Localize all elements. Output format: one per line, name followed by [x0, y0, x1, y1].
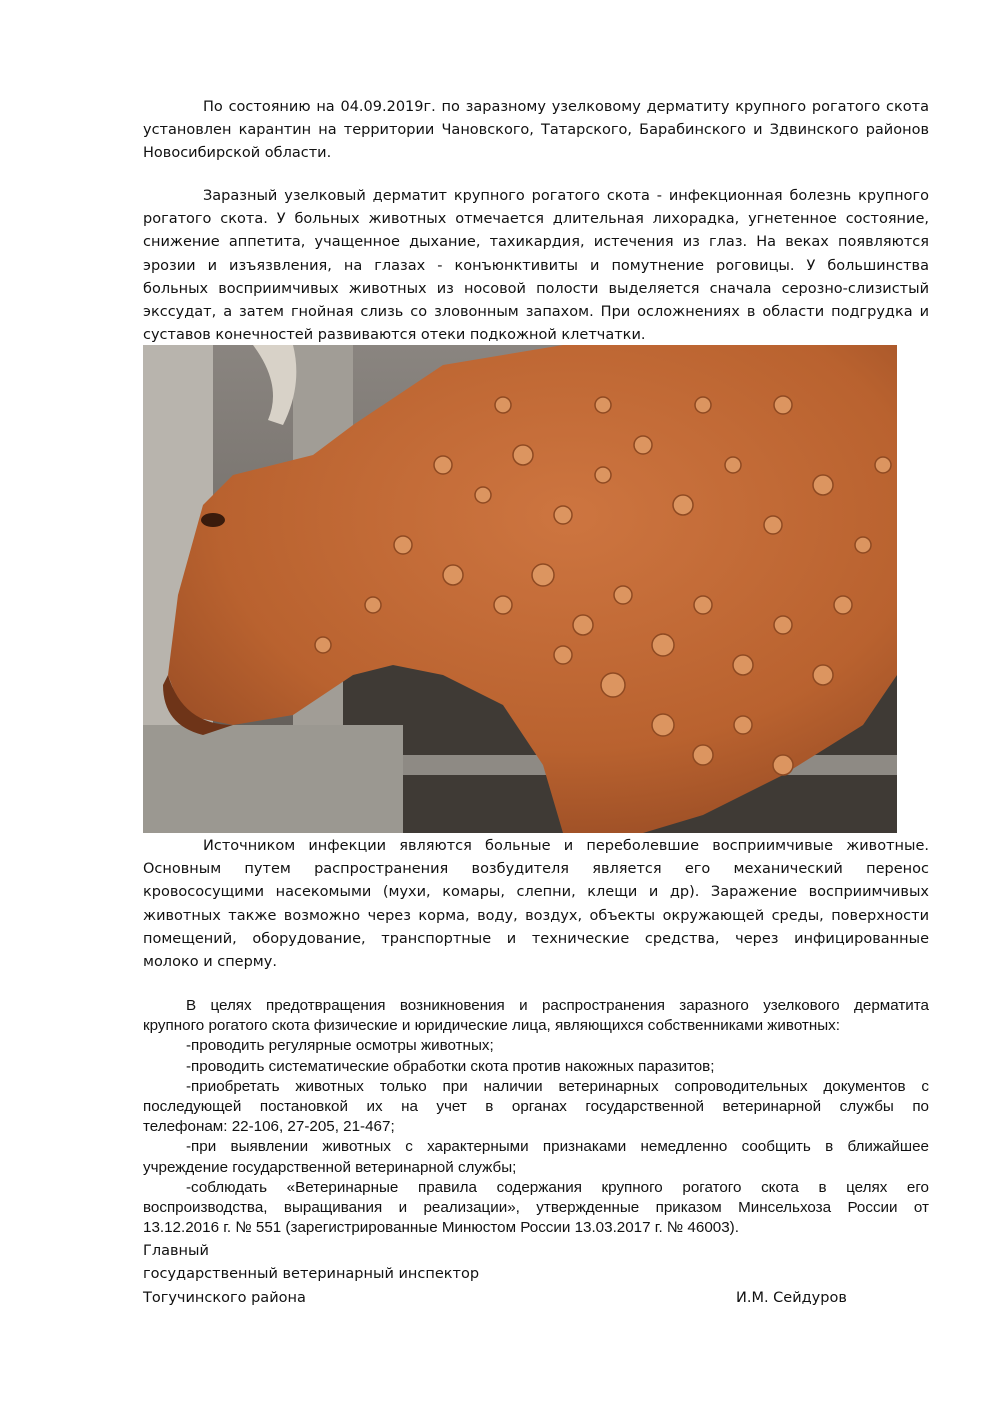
description-line: больных восприимчивых животных из носовой полости выделяется сначала серозно-слизистый	[143, 280, 929, 297]
prevention-list-item: -приобретать животных только при наличии ветеринарных сопроводительных документов с	[186, 1077, 929, 1095]
signature-title-line: Главный	[143, 1243, 209, 1259]
signature-title-line: Тогучинского района	[143, 1289, 306, 1306]
transmission-line: животных также возможно через корма, воду, воздух, объекты окружающей среды, поверхности	[143, 907, 929, 924]
prevention-list-item: -соблюдать «Ветеринарные правила содержания крупного рогатого скота в целях его	[186, 1178, 929, 1196]
prevention-line: крупного рогатого скота физические и юридические лица, являющихся собственниками животных:	[143, 1017, 840, 1035]
prevention-list-item: -проводить систематические обработки скота против накожных паразитов;	[186, 1057, 715, 1075]
prevention-list-item: -проводить регулярные осмотры животных;	[186, 1037, 494, 1055]
description-line: суставов конечностей развиваются отеки подкожной клетчатки.	[143, 327, 646, 344]
prevention-line: В целях предотвращения возникновения и распространения заразного узелкового дерматита	[186, 997, 929, 1014]
transmission-line: кровососущими насекомыми (мухи, комары, слепни, клещи и др). Заражение восприимчивых	[143, 884, 929, 901]
cow-photo-illustration	[143, 345, 897, 833]
prevention-list-item: -при выявлении животных с характерными признаками немедленно сообщить в ближайшее	[186, 1138, 929, 1156]
prevention-line: воспроизводства, выращивания и реализации», утвержденные приказом Минсельхоза России от	[143, 1199, 929, 1217]
prevention-line: 13.12.2016 г. № 551 (зарегистрированные Минюстом России 13.03.2017 г. № 46003).	[143, 1219, 739, 1237]
transmission-line: молоко и сперму.	[143, 954, 277, 971]
signatory-name: И.М. Сейдуров	[736, 1290, 847, 1306]
cow-with-nodules-photo	[143, 345, 897, 833]
prevention-line: учреждение государственной ветеринарной службы;	[143, 1158, 517, 1176]
intro-line: Новосибирской области.	[143, 145, 332, 162]
signature-block	[143, 1240, 479, 1310]
transmission-line: помещений, оборудование, транспортные и технические средства, через инфицированные	[143, 930, 929, 947]
description-paragraph	[143, 185, 929, 347]
description-line: снижение аппетита, учащенное дыхание, тахикардия, истечения из глаз. На веках появляются	[143, 234, 929, 251]
cow-eye	[201, 513, 225, 527]
intro-line: По состоянию на 04.09.2019г. по заразному узелковому дерматиту крупного рогатого скота	[203, 99, 929, 115]
trough	[143, 725, 403, 833]
signature-title-line: государственный ветеринарный инспектор	[143, 1266, 480, 1283]
prevention-line: телефонам: 22-106, 27-205, 21-467;	[143, 1118, 395, 1136]
transmission-line: Основным путем распространения возбудителя является его механический перенос	[143, 861, 929, 878]
description-line: Заразный узелковый дерматит крупного рогатого скота - инфекционная болезнь крупного	[203, 188, 929, 204]
description-line: рогатого скота. У больных животных отмечается длительная лихорадка, угнетенное состояние,	[143, 211, 929, 228]
intro-line: установлен карантин на территории Чановского, Татарского, Барабинского и Здвинского районов	[143, 122, 929, 139]
transmission-line: Источником инфекции являются больные и переболевшие восприимчивые животные.	[203, 838, 929, 854]
transmission-paragraph	[143, 835, 929, 974]
prevention-section	[143, 996, 929, 1238]
intro-paragraph	[143, 96, 929, 166]
description-line: экссудат, а затем гнойная слизь со зловонным запахом. При осложнениях в области подгрудка и	[143, 304, 929, 321]
prevention-line: последующей постановкой их на учет в органах государственной ветеринарной службы по	[143, 1098, 929, 1116]
description-line: эрозии и изъязвления, на глазах - конъюнктивиты и помутнение роговицы. У большинства	[143, 257, 929, 274]
